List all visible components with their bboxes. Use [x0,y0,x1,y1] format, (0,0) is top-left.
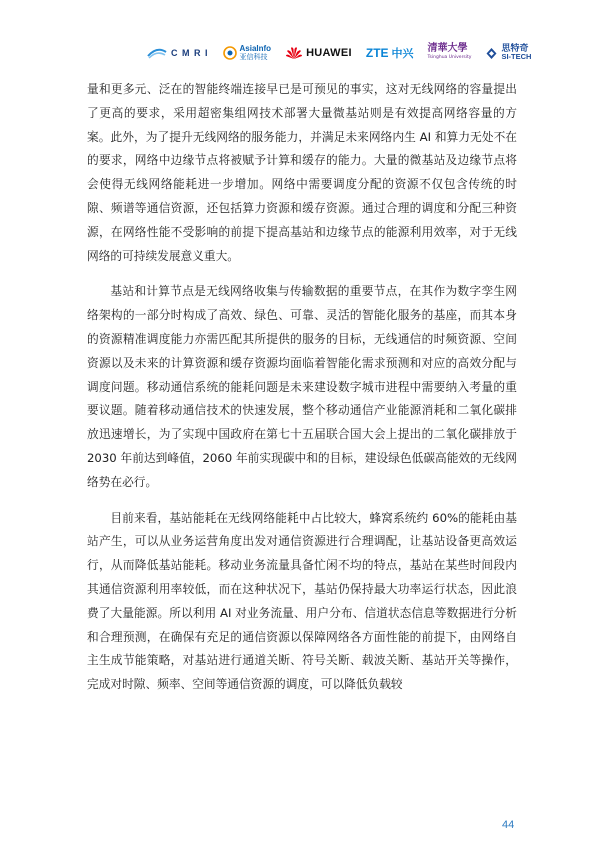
asiainfo-mark-icon [223,46,237,60]
sitech-logo-text-cn: 思特奇 [501,44,529,54]
huawei-logo-text: HUAWEI [306,47,352,59]
page-header [0,0,600,76]
zte-logo-text: ZTE [365,46,389,60]
huawei-flower-icon [285,46,303,60]
zte-logo [366,45,414,61]
sitech-mark-icon [485,47,498,60]
sitech-logo-text: SI-TECH [501,52,532,61]
tsinghua-logo-text: 清華大學 [427,43,468,54]
body-text [87,78,517,709]
partner-logos [146,40,531,66]
paragraph-2: 基站和计算节点是无线网络收集与传输数据的重要节点，在其作为数字孪生网络架构的一部分时构成了高效、绿色、可靠、灵活的智能化服务的基座，而其本身的资源精准调度能力亦需匹配其所提供的服务的目标，无线通信的时频资源、空间资源以及未来的计算资源和缓存资源均面临着智能化需求预测和对应的高效分配与调度问题。移动通信系统的能耗问题是未来建设数字城市进程中需要纳入考量的重要议题。随着移动通信技术的快速发展，整个移动通信产业能源消耗和二氧化碳排放迅速增长，为了实现中国政府在第七十五届联合国大会上提出的二氧化碳排放于 2030 年前达到峰值，2060 年前实现碳中和的目标，建设绿色低碳高能效的无线网络势在必行。 [87,284,517,489]
paragraph-1: 量和更多元、泛在的智能终端连接早已是可预见的事实，这对无线网络的容量提出了更高的要求，采用超密集组网技术部署大量微基站则是有效提高网络容量的方案。此外，为了提升无线网络的服务能力，并满足未来网络内生 AI 和算力无处不在的要求，网络中边缘节点将被赋予计算和缓存的能力。大量的微基站及边缘节点将会使得无线网络能耗进一步增加。网络中需要调度分配的资源不仅包含传统的时隙、频谱等通信资源，还包括算力资源和缓存资源。通过合理的调度和分配三种资源，在网络性能不受影响的前提下提高基站和边缘节点的能源利用效率，对于无线网络的可持续发展意义重大。 [87,82,517,263]
cmri-logo [146,46,209,60]
huawei-logo [285,46,352,60]
asiainfo-logo [223,45,272,61]
sitech-logo [485,45,531,61]
asiainfo-logo-text-cn: 亚信科技 [239,53,268,61]
tsinghua-logo-text-en: Tsinghua University [427,55,472,60]
asiainfo-logo-text: AsiaInfo [239,44,272,53]
cmri-logo-text: C M R I [171,48,209,58]
page-number: 44 [502,819,515,831]
tsinghua-logo [428,44,472,62]
paragraph-3: 目前来看，基站能耗在无线网络能耗中占比较大，蜂窝系统约 60%的能耗由基站产生，可以从业务运营角度出发对通信资源进行合理调配，让基站设备更高效运行，从而降低基站能耗。移动业务流量具备忙闲不均的特点，基站在某些时间段内其通信资源利用率较低，而在这种状况下，基站仍保持最大功率运行状态，因此浪费了大量能源。所以利用 AI 对业务流量、用户分布、信道状态信息等数据进行分析和合理预测，在确保有充足的通信资源以保障网络各方面性能的前提下，由网络自主生成节能策略，对基站进行通道关断、符号关断、载波关断、基站开关等操作，完成对时隙、频率、空间等通信资源的调度，可以降低负载较 [87,510,517,692]
cmri-mark-icon [146,46,168,60]
zte-logo-text-cn: 中兴 [391,47,414,60]
